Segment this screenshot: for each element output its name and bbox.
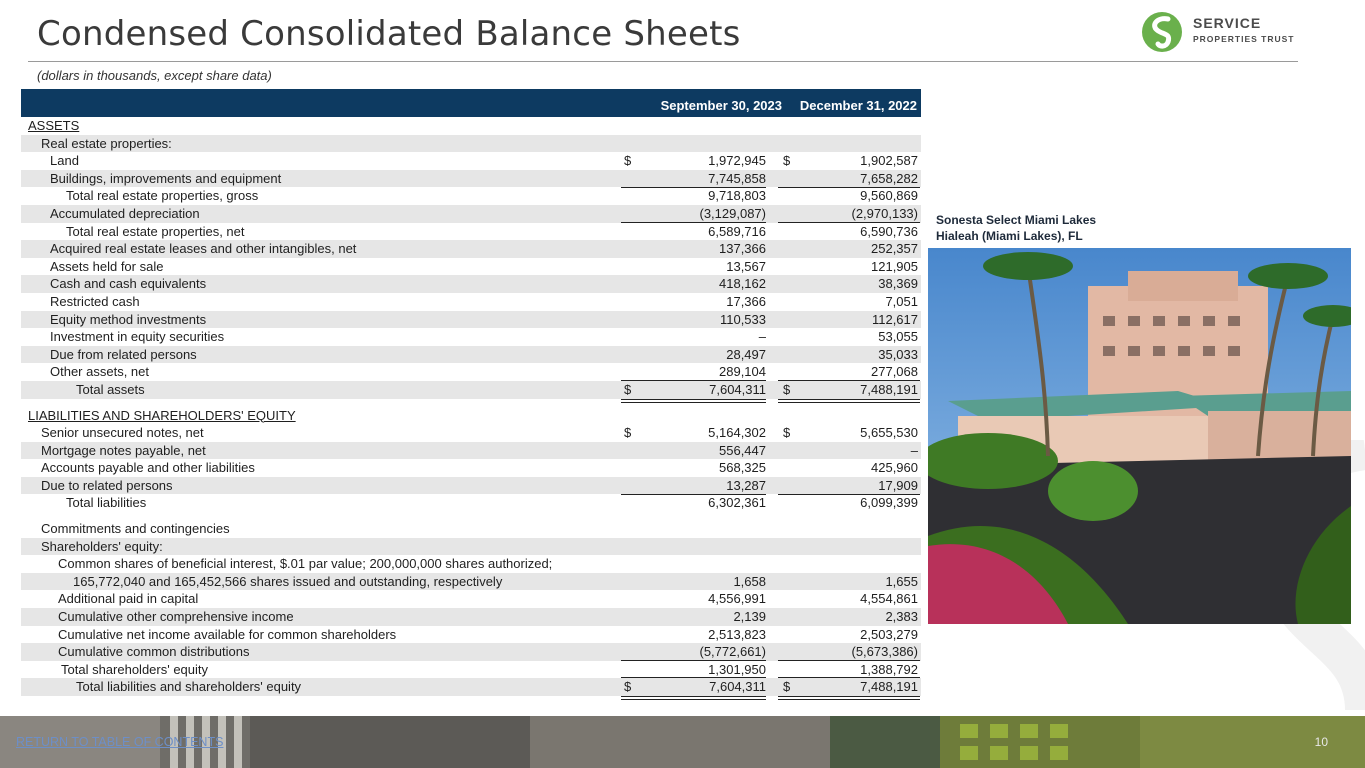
row-label: Common shares of beneficial interest, $.01 par value; 200,000,000 shares authorized; — [58, 556, 553, 572]
table-row — [21, 590, 921, 608]
row-label: Cumulative other comprehensive income — [58, 609, 294, 625]
return-to-toc-link[interactable]: RETURN TO TABLE OF CONTENTS — [16, 735, 224, 749]
table-row — [21, 643, 921, 661]
value-sep-2023: 2,139 — [733, 609, 766, 625]
value-sep-2023: 7,604,311 — [709, 679, 766, 695]
spt-swirl-logo-icon — [1141, 11, 1185, 53]
row-label: Accounts payable and other liabilities — [41, 460, 255, 476]
value-sep-2023: 6,589,716 — [708, 223, 766, 239]
value-dec-2022: 252,357 — [871, 241, 918, 257]
table-row — [21, 538, 921, 556]
value-dec-2022: 35,033 — [878, 346, 918, 362]
value-dec-2022: (5,673,386) — [851, 644, 918, 660]
value-sep-2023: 7,745,858 — [708, 170, 766, 186]
row-label: Cash and cash equivalents — [50, 276, 207, 292]
table-row — [21, 363, 921, 381]
value-sep-2023: 17,366 — [726, 293, 766, 309]
value-sep-2023: (3,129,087) — [699, 205, 766, 221]
value-dec-2022: 1,655 — [885, 573, 918, 589]
double-rule — [621, 699, 766, 700]
row-label: Acquired real estate leases and other intangibles, net — [50, 241, 357, 257]
value-dec-2022: 9,560,869 — [860, 188, 918, 204]
value-dec-2022: 1,388,792 — [860, 661, 918, 677]
value-sep-2023: – — [758, 329, 766, 345]
value-dec-2022: 7,488,191 — [860, 381, 918, 397]
company-logo — [1141, 11, 1301, 53]
row-label: Other assets, net — [50, 364, 149, 380]
column-header-dec-2022: December 31, 2022 — [799, 98, 917, 113]
value-sep-2023: 7,604,311 — [709, 381, 766, 397]
property-photo — [928, 206, 1351, 624]
table-row — [21, 170, 921, 188]
double-rule — [778, 696, 920, 697]
row-label: Senior unsecured notes, net — [41, 425, 204, 441]
value-dec-2022: 53,055 — [878, 329, 918, 345]
value-dec-2022: 112,617 — [871, 311, 918, 327]
value-dec-2022: 7,488,191 — [860, 679, 918, 695]
value-dec-2022: 6,590,736 — [860, 223, 918, 239]
row-label: Total real estate properties, net — [66, 223, 245, 239]
row-label: Cumulative common distributions — [58, 644, 250, 660]
row-label: LIABILITIES AND SHAREHOLDERS' EQUITY — [28, 407, 296, 423]
row-label: Total liabilities and shareholders' equity — [76, 679, 302, 695]
row-label: Buildings, improvements and equipment — [50, 170, 282, 186]
value-dec-2022: 5,655,530 — [860, 425, 918, 441]
row-label: 165,772,040 and 165,452,566 shares issued and outstanding, respectively — [73, 573, 503, 589]
row-label: Mortgage notes payable, net — [41, 442, 206, 458]
row-label: Assets held for sale — [50, 258, 164, 274]
row-label: Accumulated depreciation — [50, 205, 200, 221]
total-rule — [621, 677, 766, 678]
currency-symbol: $ — [783, 425, 791, 441]
table-row — [21, 187, 921, 205]
value-dec-2022: 277,068 — [871, 364, 918, 380]
row-label: ASSETS — [28, 118, 80, 133]
total-rule — [621, 380, 766, 381]
table-row — [21, 240, 921, 258]
logo-text-properties-trust: PROPERTIES TRUST — [1193, 34, 1295, 44]
value-dec-2022: 2,383 — [885, 609, 918, 625]
photo-caption — [936, 212, 1096, 244]
value-dec-2022: 7,658,282 — [860, 170, 918, 186]
table-row — [21, 424, 921, 442]
row-label: Due from related persons — [50, 346, 197, 362]
value-dec-2022: 6,099,399 — [860, 495, 918, 511]
value-sep-2023: 110,533 — [719, 311, 766, 327]
value-dec-2022: 1,902,587 — [860, 153, 918, 169]
value-dec-2022: 121,905 — [871, 258, 918, 274]
currency-symbol: $ — [624, 425, 632, 441]
value-dec-2022: 4,554,861 — [860, 591, 918, 607]
value-sep-2023: 289,104 — [719, 364, 766, 380]
table-row — [21, 477, 921, 495]
table-row — [21, 223, 921, 241]
currency-symbol: $ — [783, 153, 791, 169]
table-body — [21, 117, 921, 696]
row-label: Total shareholders' equity — [61, 661, 209, 677]
total-rule — [778, 380, 920, 381]
value-dec-2022: – — [910, 442, 918, 458]
table-row — [21, 117, 921, 135]
row-label: Real estate properties: — [41, 135, 172, 151]
row-label: Due to related persons — [41, 477, 173, 493]
photo-caption-line1: Sonesta Select Miami Lakes — [936, 213, 1097, 227]
page-title: Condensed Consolidated Balance Sheets — [37, 14, 741, 54]
value-dec-2022: 2,503,279 — [860, 626, 918, 642]
row-label: Additional paid in capital — [58, 591, 199, 607]
currency-symbol: $ — [624, 153, 632, 169]
currency-symbol: $ — [624, 679, 632, 695]
table-row — [21, 608, 921, 626]
value-sep-2023: 9,718,803 — [708, 188, 766, 204]
value-sep-2023: 2,513,823 — [708, 626, 766, 642]
table-row — [21, 205, 921, 223]
value-sep-2023: 5,164,302 — [708, 425, 766, 441]
table-row — [21, 152, 921, 170]
table-row — [21, 573, 921, 591]
table-row — [21, 381, 921, 399]
value-dec-2022: (2,970,133) — [851, 205, 918, 221]
table-row — [21, 293, 921, 311]
row-label: Restricted cash — [50, 293, 140, 309]
currency-symbol: $ — [624, 381, 632, 397]
title-divider — [28, 61, 1298, 62]
value-dec-2022: 425,960 — [871, 460, 918, 476]
value-sep-2023: 13,567 — [726, 258, 766, 274]
row-label: Investment in equity securities — [50, 329, 225, 345]
table-row — [21, 311, 921, 329]
row-label: Equity method investments — [50, 311, 207, 327]
page-subtitle: (dollars in thousands, except share data) — [37, 68, 272, 83]
value-sep-2023: 28,497 — [726, 346, 766, 362]
value-sep-2023: 418,162 — [719, 276, 766, 292]
table-row — [21, 407, 921, 425]
row-label: Total real estate properties, gross — [66, 188, 259, 204]
table-row — [21, 328, 921, 346]
table-row — [21, 258, 921, 276]
row-label: Total assets — [76, 381, 145, 397]
row-label: Cumulative net income available for common shareholders — [58, 626, 397, 642]
value-sep-2023: (5,772,661) — [699, 644, 766, 660]
balance-sheet-table — [21, 89, 921, 696]
value-dec-2022: 38,369 — [878, 276, 918, 292]
value-sep-2023: 6,302,361 — [708, 495, 766, 511]
value-sep-2023: 1,658 — [733, 573, 766, 589]
value-sep-2023: 1,972,945 — [708, 153, 766, 169]
page-number: 10 — [1314, 735, 1328, 749]
currency-symbol: $ — [783, 381, 791, 397]
column-header-sep-2023: September 30, 2023 — [660, 98, 782, 113]
row-label: Total liabilities — [66, 495, 147, 511]
value-sep-2023: 137,366 — [719, 241, 766, 257]
value-dec-2022: 17,909 — [878, 477, 918, 493]
table-row — [21, 626, 921, 644]
row-label: Land — [50, 153, 79, 169]
value-sep-2023: 4,556,991 — [708, 591, 766, 607]
hotel-photo-illustration — [928, 206, 1351, 624]
value-sep-2023: 556,447 — [719, 442, 766, 458]
table-row — [21, 135, 921, 153]
photo-caption-line2: Hialeah (Miami Lakes), FL — [936, 229, 1083, 243]
table-row — [21, 494, 921, 512]
table-row — [21, 459, 921, 477]
row-spacer — [21, 399, 921, 407]
table-row — [21, 275, 921, 293]
currency-symbol: $ — [783, 679, 791, 695]
table-row — [21, 661, 921, 679]
table-row — [21, 442, 921, 460]
table-row — [21, 555, 921, 573]
table-header — [21, 89, 921, 117]
footer-banner — [0, 716, 1365, 768]
table-row — [21, 346, 921, 364]
value-dec-2022: 7,051 — [885, 293, 918, 309]
row-spacer — [21, 512, 921, 520]
table-row — [21, 678, 921, 696]
logo-text-service: SERVICE — [1193, 15, 1262, 31]
row-label: Commitments and contingencies — [41, 521, 230, 537]
table-row — [21, 520, 921, 538]
double-rule — [778, 699, 920, 700]
total-rule — [778, 677, 920, 678]
value-sep-2023: 568,325 — [719, 460, 766, 476]
double-rule — [621, 696, 766, 697]
row-label: Shareholders' equity: — [41, 538, 163, 554]
value-sep-2023: 13,287 — [726, 477, 766, 493]
value-sep-2023: 1,301,950 — [708, 661, 766, 677]
